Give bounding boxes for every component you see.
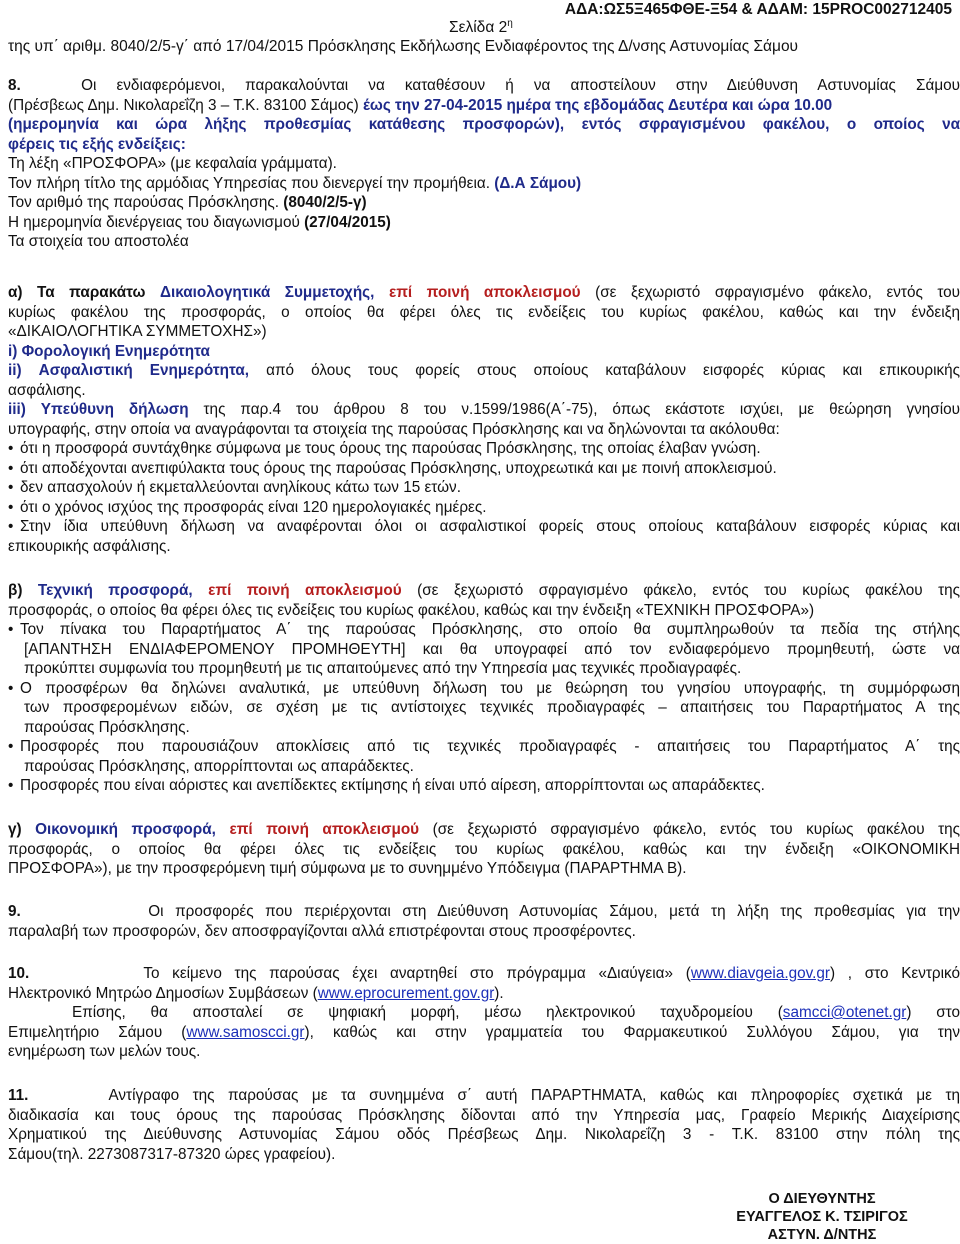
s10-line-2 bbox=[8, 984, 960, 1004]
bullet-icon: • bbox=[8, 738, 14, 755]
sc-line-3: ΠΡΟΣΦΟΡΑ»), με την προσφερόμενη τιμή σύμφωνα με το συνημμένο Υπόδειγμα (ΠΑΡΑΡΤΗΜΑ Β). bbox=[8, 860, 687, 877]
s8-item-3 bbox=[8, 193, 960, 213]
diavgeia-link[interactable]: www.diavgeia.gov.gr bbox=[690, 965, 830, 982]
s8-item-3-value: (8040/2/5-γ) bbox=[283, 194, 367, 211]
signature-rank: ΑΣΤΥΝ. Δ/ΝΤΗΣ bbox=[767, 1227, 877, 1243]
page-subtitle: της υπ΄ αριθμ. 8040/2/5-γ΄ από 17/04/2015 Πρόσκλησης Εκδήλωσης Ενδιαφέροντος της Δ/νσης Αστυνομίας Σάμου bbox=[8, 38, 799, 55]
sa-item-iii-text: της παρ.4 του άρθρου 8 του ν.1599/1986(Α΄-75), όπως εκάστοτε ισχύει, με θεώρηση γνησίου bbox=[203, 401, 960, 418]
sc-penalty: επί ποινή αποκλεισμού bbox=[229, 821, 420, 838]
sb-bullet-1-text: Τον πίνακα του Παραρτήματος Α΄ της παρούσας Πρόσκλησης, στο οποίο θα συμπληρωθούν τα πεδία της στήλης bbox=[20, 621, 960, 638]
page-label-sup: η bbox=[507, 17, 513, 29]
sb-bullet-2 bbox=[8, 679, 960, 699]
bullet-icon: • bbox=[8, 679, 14, 697]
s8-number: 8. bbox=[8, 77, 21, 94]
s10-text-4b: ), καθώς και στην γραμματεία του Φαρμακευτικού Συλλόγου Σάμου, για την bbox=[304, 1023, 960, 1041]
section-9 bbox=[8, 902, 960, 941]
sb-bullet-3-cont: παρούσας Πρόσκλησης, απορρίπτονται ως απαράδεκτες. bbox=[24, 757, 414, 775]
sa-bullet-5-text: Στην ίδια υπεύθυνη δήλωση να αναφέρονται όλοι οι ασφαλιστικοί φορείς στους οποίους καταβάλουν εισφορές κύριας και bbox=[20, 518, 960, 535]
sa-text-1: (σε ξεχωριστό σφραγισμένο φάκελο, εντός του bbox=[595, 284, 960, 301]
sb-line-1 bbox=[8, 581, 960, 601]
section-11 bbox=[8, 1086, 960, 1164]
s9-number: 9. bbox=[8, 903, 21, 920]
sa-title: Δικαιολογητικά Συμμετοχής, bbox=[159, 284, 375, 301]
s10-text-2b: ). bbox=[494, 984, 504, 1002]
sa-penalty: επί ποινή αποκλεισμού bbox=[388, 284, 581, 301]
sb-bullet-1 bbox=[8, 620, 960, 640]
sa-item-ii bbox=[8, 361, 960, 381]
signature-role: Ο ΔΙΕΥΘΥΝΤΗΣ bbox=[768, 1191, 876, 1207]
s10-text-3b: ) στο bbox=[906, 1004, 960, 1021]
s10-line-1 bbox=[8, 964, 960, 984]
signature-block bbox=[702, 1190, 942, 1244]
s10-text-1a: Το κείμενο της παρούσας έχει αναρτηθεί στο πρόγραμμα «Διαύγεια» ( bbox=[143, 965, 691, 982]
sa-item-ii-text: από όλους τους φορείς στους οποίους καταβάλουν εισφορές κύριας και επικουρικής bbox=[266, 362, 960, 379]
sb-penalty: επί ποινή αποκλεισμού bbox=[208, 582, 402, 599]
sa-bullet-4 bbox=[8, 498, 960, 518]
sc-label: γ) bbox=[8, 821, 22, 838]
s10-text-4a: Επιμελητήριο Σάμου ( bbox=[8, 1023, 187, 1041]
s11-number: 11. bbox=[8, 1087, 29, 1104]
sa-item-ii-title: ii) Ασφαλιστική Ενημερότητα, bbox=[8, 362, 250, 379]
s9-line-1 bbox=[8, 902, 960, 922]
section-b bbox=[8, 581, 960, 796]
sa-bullet-5-cont: επικουρικής ασφάλισης. bbox=[8, 537, 171, 555]
s10-line-3 bbox=[8, 1003, 960, 1023]
s10-line-5: ενημέρωση των μελών τους. bbox=[8, 1043, 201, 1060]
ada-identifier: ΑΔΑ:ΩΣ5Ξ465ΦΘΕ-Ξ54 & ΑΔΑΜ: 15PROC002712405 bbox=[564, 1, 952, 18]
sa-item-iii-cont: υπογραφής, στην οποία να αναγράφονται τα στοιχεία της παρούσας Πρόσκλησης και να δηλώνονται τα ακόλουθα: bbox=[8, 420, 780, 438]
sb-bullet-1-cont-1: [ΑΠΑΝΤΗΣΗ ΕΝΔΙΑΦΕΡΟΜΕΝΟΥ ΠΡΟΜΗΘΕΥΤΗ] και θα υπογραφεί από τον ενδιαφερόμενο προμηθευτή, ώστε να bbox=[24, 640, 960, 658]
s8-line-1 bbox=[8, 76, 960, 96]
s10-text-1b: ) , στο Κεντρικό bbox=[829, 965, 960, 982]
s9-text-1: Οι προσφορές που περιέρχονται στη Διεύθυνση Αστυνομίας Σάμου, μετά τη λήξη της προθεσμίας για την bbox=[148, 903, 960, 920]
s11-text-1: Αντίγραφο της παρούσας με τα συνημμένα σ΄ αυτή ΠΑΡΑΡΤΗΜΑΤΑ, καθώς και πληροφορίες σχετικά με τη bbox=[108, 1087, 960, 1104]
s8-item-1: Τη λέξη «ΠΡΟΣΦΟΡΑ» (με κεφαλαία γράμματα). bbox=[8, 155, 337, 172]
bullet-icon: • bbox=[8, 440, 14, 457]
section-a bbox=[8, 283, 960, 556]
signature-name: ΕΥΑΓΓΕΛΟΣ Κ. ΤΣΙΡΙΓΟΣ bbox=[736, 1209, 908, 1225]
s8-text-2a: (Πρέσβεως Δημ. Νικολαρεΐζη 3 – Τ.Κ. 83100 Σάμος) bbox=[8, 96, 359, 114]
sa-line-2: κυρίως φακέλου της προσφοράς, ο οποίος θα φέρει όλες τις ενδείξεις του κυρίως φακέλου, καθώς και την ένδειξη bbox=[8, 303, 960, 321]
bullet-icon: • bbox=[8, 498, 14, 516]
sb-text-1: (σε ξεχωριστό σφραγισμένο φάκελο, εντός του κυρίως φακέλου της bbox=[417, 582, 960, 599]
s8-text-1: Οι ενδιαφερόμενοι, παρακαλούνται να καταθέσουν ή να αποστείλουν στην Διεύθυνση Αστυνομίας Σάμου bbox=[81, 77, 960, 94]
sa-item-ii-cont: ασφάλισης. bbox=[8, 381, 86, 399]
s10-text-2a: Ηλεκτρονικό Μητρώο Δημοσίων Συμβάσεων ( bbox=[8, 984, 318, 1002]
bullet-icon: • bbox=[8, 459, 14, 477]
s8-line-4: φέρεις τις εξής ενδείξεις: bbox=[8, 135, 186, 153]
s11-line-3: Χρηματικού της Διεύθυνσης Αστυνομίας Σάμου οδός Πρέσβεως Δημ. Νικολαρεΐζη 3 - Τ.Κ. 83100 στην πόλη της bbox=[8, 1126, 960, 1143]
sb-title: Τεχνική προσφορά, bbox=[37, 582, 193, 599]
sb-bullet-4 bbox=[8, 776, 960, 796]
sc-title: Οικονομική προσφορά, bbox=[35, 821, 216, 838]
sa-bullet-1 bbox=[8, 439, 960, 459]
sb-bullet-3-text: Προσφορές που παρουσιάζουν αποκλίσεις από τις τεχνικές προδιαγραφές - απαιτήσεις του Παραρτήματος Α΄ της bbox=[20, 738, 960, 755]
s10-text-3a: Επίσης, θα αποσταλεί σε ψηφιακή μορφή, μέσω ηλεκτρονικού ταχυδρομείου ( bbox=[72, 1004, 783, 1021]
section-8 bbox=[8, 76, 960, 252]
bullet-icon: • bbox=[8, 621, 14, 638]
sb-bullet-2-text: Ο προσφέρων θα δηλώνει αναλυτικά, με υπεύθυνη δήλωση του με θεώρηση του γνησίου υπογραφής, τη συμμόρφωση bbox=[20, 679, 960, 697]
s10-line-4 bbox=[8, 1023, 960, 1043]
sa-bullet-2 bbox=[8, 459, 960, 479]
sc-line-1 bbox=[8, 820, 960, 840]
s8-item-4-text: Η ημερομηνία διενέργειας του διαγωνισμού bbox=[8, 213, 300, 231]
s11-line-4: Σάμου(τηλ. 2273087317-87320 ώρες γραφείου). bbox=[8, 1145, 336, 1163]
sa-bullet-3-text: δεν απασχολούν ή εκμεταλλεύονται ανηλίκους κάτω των 15 ετών. bbox=[20, 479, 461, 496]
sa-bullet-4-text: ότι ο χρόνος ισχύος της προσφοράς είναι 120 ημερολογιακές ημέρες. bbox=[20, 498, 487, 516]
sa-item-iii bbox=[8, 400, 960, 420]
sa-line-1 bbox=[8, 283, 960, 303]
sb-bullet-2-cont-1: των προσφερομένων ειδών, σε σχέση με τις αντίστοιχες τεχνικές προδιαγραφές – απαιτήσεις του Παραρτήματος Α της bbox=[24, 699, 960, 716]
bullet-icon: • bbox=[8, 479, 14, 496]
sa-item-i: i) Φορολογική Ενημερότητα bbox=[8, 342, 210, 360]
s8-line-3: (ημερομηνία και ώρα λήξης προθεσμίας κατάθεσης προσφορών), εντός σφραγισμένου φακέλου, ο οποίος να bbox=[8, 116, 960, 133]
section-10 bbox=[8, 964, 960, 1062]
bullet-icon: • bbox=[8, 518, 14, 535]
samoscci-link[interactable]: www.samoscci.gr bbox=[186, 1023, 305, 1041]
sb-bullet-4-text: Προσφορές που είναι αόριστες και ανεπίδεκτες εκτίμησης ή είναι υπό αίρεση, απορρίπτονται ως απαράδεκτες. bbox=[20, 777, 765, 794]
s11-line-2: διαδικασία και τους όρους της παρούσας Πρόσκλησης δίδονται από την Υπηρεσία μας, Γραφείο Μερικής Διαχείρισης bbox=[8, 1106, 960, 1124]
sa-bullet-1-text: ότι η προσφορά συντάχθηκε σύμφωνα με τους όρους της παρούσας Πρόσκλησης, της οποίας έλαβαν γνώση. bbox=[20, 440, 761, 457]
sa-bullet-5 bbox=[8, 517, 960, 537]
bullet-icon: • bbox=[8, 777, 14, 794]
s8-item-2-text: Τον πλήρη τίτλο της αρμόδιας Υπηρεσίας που διενεργεί την προμήθεια. bbox=[8, 174, 490, 192]
s8-item-2 bbox=[8, 174, 960, 194]
page-label: Σελίδα 2 bbox=[449, 19, 508, 36]
s8-item-4-value: (27/04/2015) bbox=[304, 213, 391, 231]
sb-line-2: προσφοράς, ο οποίος θα φέρει όλες τις ενδείξεις του κυρίως φακέλου, καθώς και την ένδειξη «ΤΕΧΝΙΚΗ ΠΡΟΣΦΟΡΑ») bbox=[8, 601, 815, 619]
sc-text-1: (σε ξεχωριστό σφραγισμένο φάκελο, εντός του κυρίως φακέλου της bbox=[432, 821, 960, 838]
sb-bullet-1-cont-2: προκύπτει συμφωνία του προμηθευτή με τις απαιτούμενες από την Υπηρεσία μας τεχνικές προδιαγραφές. bbox=[24, 660, 742, 677]
sb-bullet-3 bbox=[8, 737, 960, 757]
s8-item-2-value: (Δ.Α Σάμου) bbox=[494, 174, 582, 192]
section-c bbox=[8, 820, 960, 879]
s10-number: 10. bbox=[8, 965, 30, 982]
sa-label: α) Τα παρακάτω bbox=[8, 284, 146, 301]
sa-bullet-2-text: ότι αποδέχονται ανεπιφύλακτα τους όρους της παρούσας Πρόσκλησης, υποχρεωτικά και με ποινή αποκλεισμού. bbox=[20, 459, 777, 477]
s9-line-2: παραλαβή των προσφορών, δεν αποσφραγίζονται αλλά επιστρέφονται στους προσφέροντες. bbox=[8, 922, 636, 940]
sc-line-2: προσφοράς, ο οποίος θα φέρει όλες τις ενδείξεις του κυρίως φακέλου, καθώς και την ένδειξη «ΟΙΚΟΝΟΜΙΚΗ bbox=[8, 840, 960, 858]
email-link[interactable]: samcci@otenet.gr bbox=[782, 1004, 907, 1021]
page-number bbox=[449, 18, 513, 38]
eprocurement-link[interactable]: www.eprocurement.gov.gr bbox=[317, 984, 495, 1002]
s11-line-1 bbox=[8, 1086, 960, 1106]
s8-item-5: Τα στοιχεία του αποστολέα bbox=[8, 233, 189, 250]
sa-line-3: «ΔΙΚΑΙΟΛΟΓΗΤΙΚΑ ΣΥΜΜΕΤΟΧΗΣ») bbox=[8, 323, 267, 340]
sb-label: β) bbox=[8, 582, 23, 599]
sa-bullet-3 bbox=[8, 478, 960, 498]
s8-deadline: έως την 27-04-2015 ημέρα της εβδομάδας Δευτέρα και ώρα 10.00 bbox=[363, 96, 833, 114]
s8-item-4 bbox=[8, 213, 960, 233]
sa-item-iii-title: iii) Υπεύθυνη δήλωση bbox=[8, 401, 189, 418]
sb-bullet-2-cont-2: παρούσας Πρόσκλησης. bbox=[24, 718, 190, 736]
s8-item-3-text: Τον αριθμό της παρούσας Πρόσκλησης. bbox=[8, 194, 279, 211]
s8-line-2 bbox=[8, 96, 960, 116]
